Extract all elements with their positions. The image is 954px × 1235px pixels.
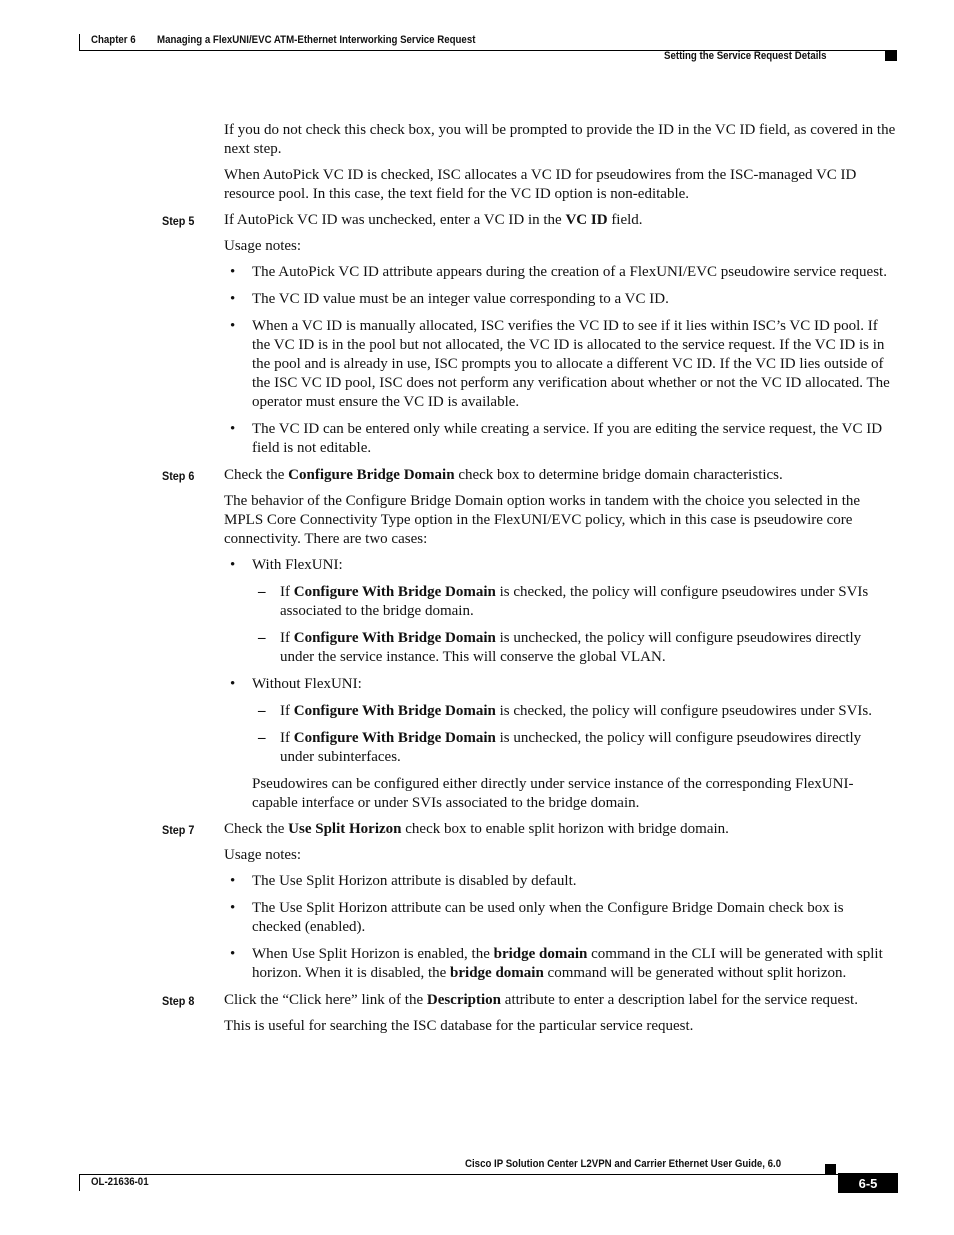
step-6-label: Step 6 [162,469,195,483]
step-7-text: Check the [224,821,289,837]
list-item [224,675,896,767]
header-section-title: Setting the Service Request Details [664,50,827,62]
step-5-text: If AutoPick VC ID was unchecked, enter a VC ID in the [224,212,566,228]
step-8-text: Click the “Click here” link of the [224,992,427,1008]
step-8-text-end: attribute to enter a description label for the service request. [501,992,858,1008]
sub-list-item: – If Configure With Bridge Domain is checked, the policy will configure pseudowires under SVIs associated to the bridge domain. [252,583,896,621]
with-flexuni-sublist [252,583,896,667]
list-item: • The AutoPick VC ID attribute appears during the creation of a FlexUNI/EVC pseudowire service request. [224,263,896,282]
step-5 [162,211,896,230]
step-7-usage: Usage notes: [224,847,302,863]
step-7-bold: Use Split Horizon [288,821,402,837]
step-6-cases [224,556,896,767]
step-8 [162,991,896,1010]
step-7-label: Step 7 [162,823,195,837]
footer-marker-block [825,1164,836,1174]
list-item: • The Use Split Horizon attribute is disabled by default. [224,872,896,891]
step-5-notes [224,263,896,458]
sub-list-item: – If Configure With Bridge Domain is unchecked, the policy will configure pseudowires directly under the service instance. This will conserve the global VLAN. [252,629,896,667]
step-7 [162,820,896,839]
step-6-pseudowire-note: Pseudowires can be configured either directly under service instance of the corresponding FlexUNI-capable interface or under SVIs associated to the bridge domain. [252,776,854,811]
step-6-text: Check the [224,467,289,483]
list-item: • The VC ID value must be an integer value corresponding to a VC ID. [224,290,896,309]
without-flexuni-label: Without FlexUNI: [252,676,362,692]
step-8-label: Step 8 [162,994,195,1008]
step-5-text-end: field. [607,212,643,228]
sub-list-item: – If Configure With Bridge Domain is checked, the policy will configure pseudowires under SVIs. [252,702,896,721]
step-6-text-end: check box to determine bridge domain characteristics. [454,467,783,483]
list-item: • The VC ID can be entered only while creating a service. If you are editing the service request, the VC ID field is not editable. [224,420,896,458]
footer-guide-title: Cisco IP Solution Center L2VPN and Carrier Ethernet User Guide, 6.0 [465,1158,782,1170]
list-item [224,556,896,667]
footer-doc-id: OL-21636-01 [91,1176,149,1188]
list-item: • When Use Split Horizon is enabled, the bridge domain command in the CLI will be generated with split horizon. When it is disabled, the bridge domain command will be generated without split horizon. [224,945,896,983]
step-6-bold: Configure Bridge Domain [288,467,455,483]
intro-paragraph-2: When AutoPick VC ID is checked, ISC allocates a VC ID for pseudowires from the ISC-managed VC ID resource pool. In this case, the text field for the VC ID option is non-editable. [224,167,857,202]
page-number: 6-5 [838,1173,898,1193]
header-marker-block [885,51,897,61]
step-7-notes [224,872,896,983]
step-5-bold: VC ID [565,212,608,228]
intro-paragraph-1: If you do not check this check box, you will be prompted to provide the ID in the VC ID field, as covered in the next step. [224,122,896,157]
without-flexuni-sublist [252,702,896,767]
list-item: • When a VC ID is manually allocated, ISC verifies the VC ID to see if it lies within ISC’s VC ID pool. If the VC ID is in the pool but not allocated, the VC ID is allocated to the service request. If the VC ID is in the pool and is already in use, ISC prompts you to allocate a different VC ID. If the VC ID lies outside of the ISC VC ID pool, ISC does not perform any verification about whether or not the VC ID allocated. The operator must ensure the VC ID is available. [224,317,896,412]
step-5-usage: Usage notes: [224,238,302,254]
header-chapter-title: Managing a FlexUNI/EVC ATM-Ethernet Interworking Service Request [157,34,476,46]
step-6 [162,466,896,485]
step-6-paragraph: The behavior of the Configure Bridge Domain option works in tandem with the choice you selected in the MPLS Core Connectivity Type option in the FlexUNI/EVC policy, which in this case is pseudowire core connectivity. There are two cases: [224,493,861,547]
footer-left-rule [79,1174,80,1191]
step-5-label: Step 5 [162,214,195,228]
step-7-text-end: check box to enable split horizon with bridge domain. [401,821,729,837]
header-left-rule [79,34,80,51]
sub-list-item: – If Configure With Bridge Domain is unchecked, the policy will configure pseudowires directly under subinterfaces. [252,729,896,767]
header-chapter: Chapter 6 [91,34,136,46]
step-8-bold: Description [426,992,502,1008]
step-8-paragraph: This is useful for searching the ISC database for the particular service request. [224,1018,694,1034]
list-item: • The Use Split Horizon attribute can be used only when the Configure Bridge Domain check box is checked (enabled). [224,899,896,937]
with-flexuni-label: With FlexUNI: [252,557,343,573]
footer-rule [79,1174,897,1175]
page-body [162,121,896,1043]
